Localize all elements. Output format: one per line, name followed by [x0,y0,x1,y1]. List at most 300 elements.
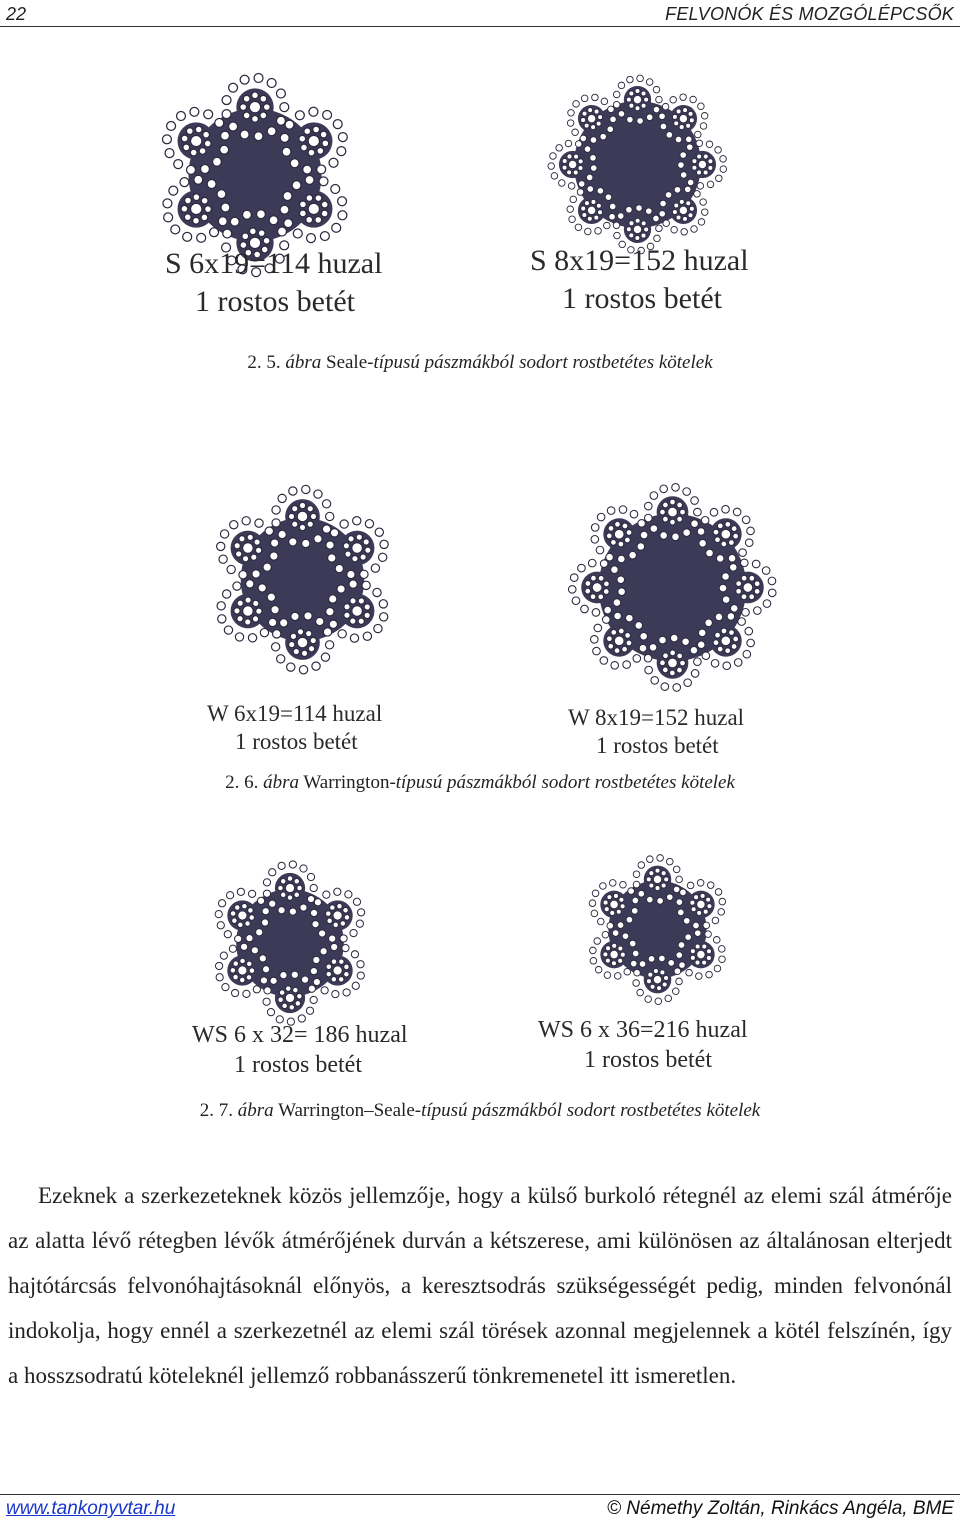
wire [618,946,623,951]
wire [693,922,700,929]
footer-link[interactable]: www.tankonyvtar.hu [6,1498,176,1519]
wire [718,909,725,916]
wire [631,908,638,915]
wire [246,580,254,588]
wire [322,140,329,147]
wire [246,935,253,942]
wire [581,206,586,211]
wire [683,108,688,113]
wire [620,904,625,909]
wire [238,922,244,928]
wire [315,195,322,202]
rope-diagram-ws6x32 [205,858,375,1028]
wire [638,520,646,528]
wire [738,618,746,626]
wire [696,973,703,980]
wire [239,571,247,579]
wire [321,210,328,217]
wire [747,639,755,647]
wire [568,110,575,117]
wire [715,537,721,543]
wire [691,670,699,678]
wire [602,616,610,624]
wire [333,966,342,975]
wire [683,529,691,537]
wire [613,222,620,229]
wire [645,514,653,522]
wire [230,968,236,974]
wire [271,643,279,651]
wire [706,549,714,557]
wire [289,1005,295,1011]
wire [618,628,624,634]
wire [344,612,350,618]
wire [597,513,605,521]
wire [694,895,699,900]
wire [550,153,557,160]
wire [768,577,776,585]
wire [591,125,596,130]
wire [762,567,770,575]
wire [363,632,371,640]
wire [270,977,277,984]
wire [600,657,608,665]
wire [204,140,211,147]
wire [697,900,705,908]
wire [721,636,731,646]
wire [708,165,713,170]
wire [201,165,210,174]
wire [678,162,685,169]
wire [648,972,653,977]
wire [581,118,586,123]
wire [670,499,676,505]
wire [297,629,303,635]
wire [731,526,737,532]
wire [666,858,673,865]
wire [327,918,333,924]
wire [308,646,314,652]
wire [193,217,200,224]
wire [295,111,304,120]
wire [235,935,242,942]
wire [326,911,332,917]
wire [618,111,625,118]
wire [630,510,638,518]
wire [171,225,180,234]
wire [613,599,621,607]
wire [308,135,319,146]
wire [223,229,232,238]
wire [548,163,555,170]
wire [676,952,683,959]
wire [349,580,357,588]
wire [653,975,661,983]
wire [590,594,596,600]
wire [694,930,701,937]
wire [240,75,249,84]
wire [260,112,267,119]
wire [662,667,668,673]
wire [687,179,694,186]
wire [256,608,262,614]
wire [573,170,578,175]
wire [251,554,257,560]
wire [603,952,608,957]
wire [673,866,680,873]
wire [606,946,611,951]
wire [641,91,646,96]
wire [741,559,749,567]
wire [242,556,248,562]
wire [651,677,659,685]
wire [686,969,693,976]
wire [163,199,172,208]
wire [653,215,660,222]
wire [234,542,240,548]
wire [222,96,231,105]
wire [232,918,238,924]
wire [299,135,306,142]
wire [293,987,299,993]
wire [679,962,686,969]
wire [595,966,602,973]
wire [645,996,652,1003]
wire [722,596,730,604]
wire [299,666,307,674]
wire [587,114,595,122]
wire [600,883,607,890]
wire [240,104,247,111]
wire [243,543,254,554]
wire [562,165,567,170]
wire [292,506,298,512]
wire [670,519,676,525]
wire [338,977,344,983]
wire [269,216,278,225]
wire [220,145,229,154]
wire [220,952,227,959]
wire [610,950,618,958]
wire [305,175,314,184]
wire [224,626,232,634]
wire [612,930,619,937]
wire [637,118,644,125]
wire [278,530,286,538]
wire [592,609,600,617]
wire [690,96,697,103]
wire [609,203,616,210]
wire [634,969,641,976]
rope-label-s6x19: S 6x19=114 huzal 1 rostos betét [165,247,383,318]
wire [342,944,349,951]
wire [594,215,599,220]
wire [597,918,604,925]
wire [659,210,666,217]
wire [742,609,750,617]
wire [322,500,330,508]
wire [657,898,664,905]
wire [607,507,615,515]
wire [754,607,762,615]
wire [263,237,270,244]
wire [613,91,620,98]
wire [379,553,387,561]
wire [672,114,677,119]
wire [568,183,575,190]
wire [677,653,683,659]
wire [332,990,339,997]
wire [660,660,666,666]
wire [185,197,192,204]
wire [722,505,730,513]
wire [328,554,336,562]
wire [614,612,622,620]
wire [215,118,224,127]
wire [352,543,363,554]
wire [710,508,718,516]
wire [614,648,620,654]
wire [711,660,719,668]
wire [289,487,297,495]
wire [654,235,661,242]
wire [635,89,640,94]
wire [307,234,316,243]
wire [598,594,604,600]
wire [691,226,698,233]
wire [640,531,648,539]
wire [357,972,364,979]
wire [635,218,640,223]
wire [284,219,293,228]
wire [752,560,760,568]
wire [582,111,587,116]
wire [670,650,676,656]
wire [591,636,599,644]
wire [638,890,645,897]
wire [591,575,597,581]
wire [293,229,302,238]
wire [666,132,673,139]
wire [718,946,725,953]
wire [347,570,355,578]
wire [661,883,666,888]
wire [164,213,173,222]
wire [629,940,636,947]
wire [663,516,669,522]
wire [677,667,683,673]
wire [345,891,352,898]
wire [649,644,657,652]
wire [689,206,694,211]
wire [243,606,254,617]
wire [316,617,324,625]
wire [258,584,266,592]
wire [697,170,702,175]
wire [190,107,199,116]
wire [695,960,700,965]
wire [248,634,256,642]
wire [719,898,726,905]
wire [671,226,678,233]
wire [380,540,388,548]
wire [694,191,701,198]
wire [665,995,672,1002]
wire [365,547,371,553]
wire [310,909,317,916]
wire [610,900,618,908]
wire [589,900,596,907]
wire [743,650,751,658]
wire [588,559,596,567]
wire [733,636,739,642]
wire [236,551,242,557]
wire [333,911,342,920]
wire [331,977,337,983]
wire [606,553,614,561]
wire [572,129,579,136]
wire [194,175,203,184]
wire [269,900,276,907]
wire [596,121,601,126]
wire [238,966,247,975]
wire [672,533,680,541]
wire [312,921,319,928]
wire [329,935,336,942]
wire [749,575,755,581]
wire [254,132,263,141]
wire [607,126,614,133]
wire [351,951,358,958]
wire [680,152,687,159]
wire [344,971,350,977]
wire [719,584,727,592]
wire [679,199,684,204]
rope-label-ws6x32: WS 6 x 32= 186 huzal 1 rostos betét [192,1022,408,1078]
wire [650,525,658,533]
wire [672,210,677,215]
running-title: FELVONÓK ÉS MOZGÓLÉPCSŐK [665,4,954,24]
wire [691,497,699,505]
wire [646,877,651,882]
wire [310,967,317,974]
wire [608,643,614,649]
wire [618,213,625,220]
wire [568,160,576,168]
wire [340,921,346,927]
wire [629,233,634,238]
wire [585,581,591,587]
wire [644,654,652,662]
wire [598,210,603,215]
wire [590,957,597,964]
wire [217,190,226,199]
wire [262,908,269,915]
wire [190,135,201,146]
wire [660,485,668,493]
wire [216,974,223,981]
wire [565,140,572,147]
wire [332,223,341,232]
wire [722,573,730,581]
wire [230,217,239,226]
wire [715,889,722,896]
wire [240,958,246,964]
wire [668,658,678,668]
wire [330,529,338,537]
wire [248,890,255,897]
wire [226,892,233,899]
wire [218,615,226,623]
wire [655,886,660,891]
wire [254,74,263,83]
wire [618,588,626,596]
wire [686,123,691,128]
wire [574,154,579,159]
wire [607,922,614,929]
wire [297,637,308,648]
wire [729,630,735,636]
wire [622,523,628,529]
wire [334,888,341,895]
wire [611,630,617,636]
wire [619,897,624,902]
figure-caption-2-5: 2. 5. ábra Seale-típusú pászmákból sodort rostbetétes kötelek [247,352,713,373]
wire [318,930,325,937]
wire [220,530,228,538]
wire [352,982,359,989]
wire [656,96,663,103]
wire [292,521,298,527]
wire [741,575,747,581]
wire [190,149,197,156]
wire [646,208,653,215]
wire [600,133,607,140]
wire [264,987,271,994]
wire [572,597,580,605]
wire [602,931,609,938]
wire [299,210,306,217]
wire [252,116,259,123]
wire [660,532,668,540]
wire [331,943,338,950]
wire [230,521,238,529]
wire [618,541,624,547]
wire [653,86,660,93]
wire [358,598,364,604]
wire [259,955,266,962]
page-header [0,0,960,27]
wire [180,178,189,187]
wire [374,624,382,632]
wire [240,943,247,950]
wire [567,120,574,127]
wire [256,210,265,219]
rope-diagram-w6x19 [205,482,400,677]
wire [707,904,712,909]
wire [353,898,360,905]
wire [720,166,727,173]
wire [307,506,313,512]
wire [675,136,682,143]
wire [674,968,681,975]
wire [716,555,724,563]
wire [243,990,250,997]
wire [633,871,640,878]
wire [749,594,755,600]
wire [270,552,278,560]
wire [307,521,313,527]
